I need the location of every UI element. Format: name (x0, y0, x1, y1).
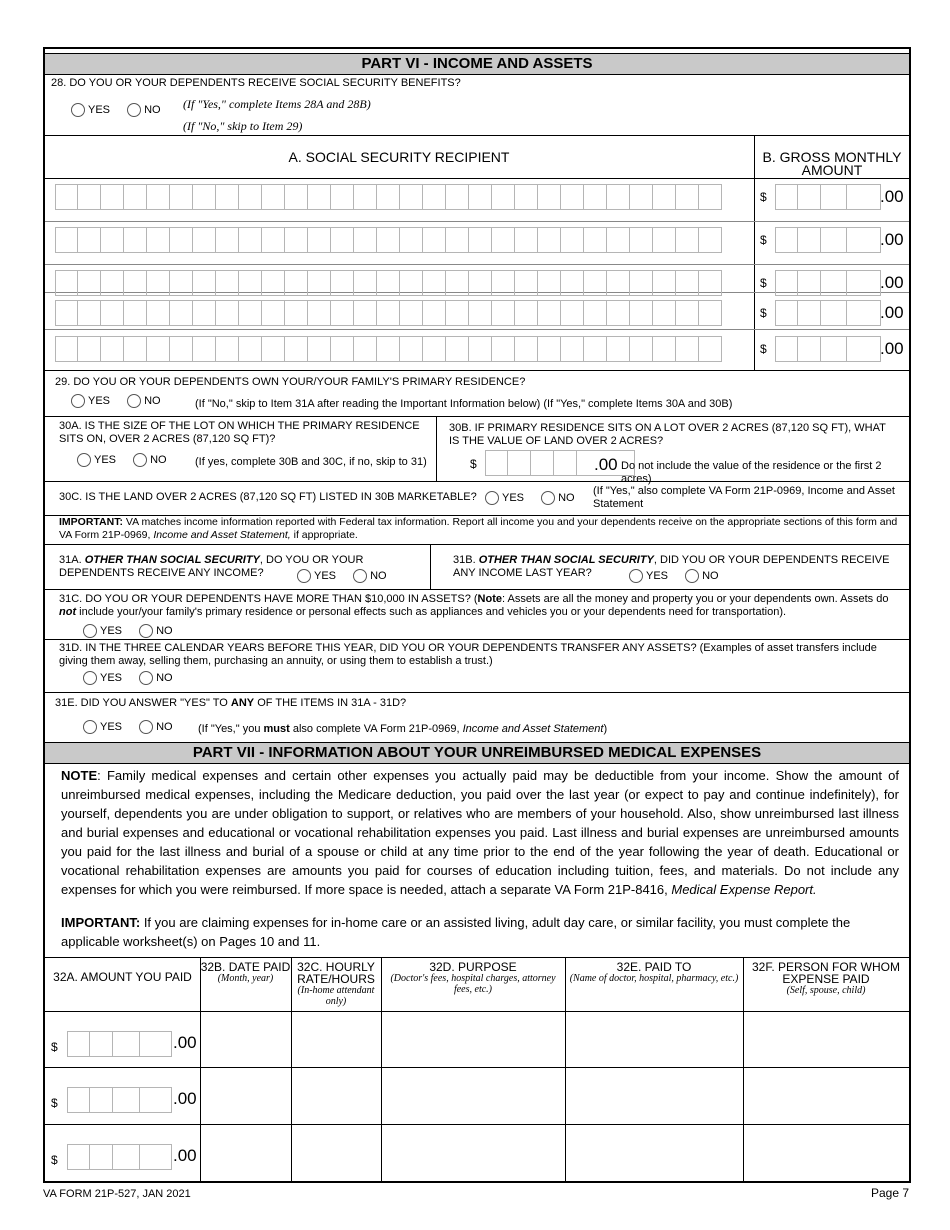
radio-icon[interactable] (83, 624, 97, 638)
q30c-no[interactable]: NO (541, 491, 575, 505)
q30b-note: Do not include the value of the residence or the first 2 acres) (621, 460, 882, 485)
ss-cents: .00 (880, 339, 904, 358)
expense-cents: .00 (173, 1089, 197, 1108)
col-subtitle: (In-home attendant only) (297, 985, 375, 1007)
ss-gross-monthly-amount-input[interactable] (775, 270, 881, 296)
expense-field-32d[interactable] (383, 1013, 563, 1063)
q28-no[interactable]: NO (127, 103, 161, 117)
q31c-yes[interactable]: YES (83, 624, 122, 638)
q29-options (71, 394, 175, 411)
col-32b-header (200, 961, 291, 984)
radio-icon[interactable] (127, 394, 141, 408)
expense-amount-input[interactable] (67, 1087, 172, 1113)
ss-dollar-sign: $ (760, 190, 767, 204)
radio-icon[interactable] (685, 569, 699, 583)
radio-icon[interactable] (139, 720, 153, 734)
expense-amount-input[interactable] (67, 1031, 172, 1057)
col-32d-header (381, 961, 565, 995)
ss-dollar-sign: $ (760, 276, 767, 290)
radio-icon[interactable] (139, 671, 153, 685)
ss-cents: .00 (880, 230, 904, 249)
q30b-dollar: $ (470, 457, 477, 471)
q31b-options (629, 569, 733, 586)
radio-icon[interactable] (541, 491, 555, 505)
q29-no[interactable]: NO (127, 394, 161, 408)
q31a-question: 31A. OTHER THAN SOCIAL SECURITY, DO YOU OR YOUR DEPENDENTS RECEIVE ANY INCOME? (59, 554, 364, 579)
expense-field-32e[interactable] (567, 1126, 741, 1176)
radio-icon[interactable] (77, 453, 91, 467)
expense-cents: .00 (173, 1146, 197, 1165)
expense-field-32c[interactable] (293, 1013, 379, 1063)
ss-gross-monthly-amount-input[interactable] (775, 184, 881, 210)
q31e-no[interactable]: NO (139, 720, 173, 734)
ss-cents: .00 (880, 303, 904, 322)
q31b-yes[interactable]: YES (629, 569, 668, 583)
expense-cents: .00 (173, 1033, 197, 1052)
ss-cents: .00 (880, 273, 904, 292)
q29-hint: (If "No," skip to Item 31A after reading the Important Information below) (If "Yes," complete Items 30A and 30B) (195, 398, 733, 410)
q31d-yes[interactable]: YES (83, 671, 122, 685)
radio-icon[interactable] (83, 720, 97, 734)
radio-icon[interactable] (485, 491, 499, 505)
q28-yes[interactable]: YES (71, 103, 110, 117)
radio-icon[interactable] (353, 569, 367, 583)
q31a-yes[interactable]: YES (297, 569, 336, 583)
expense-amount-input[interactable] (67, 1144, 172, 1170)
radio-icon[interactable] (71, 394, 85, 408)
q31e-yes[interactable]: YES (83, 720, 122, 734)
ss-dollar-sign: $ (760, 233, 767, 247)
q31d-question: 31D. IN THE THREE CALENDAR YEARS BEFORE THIS YEAR, DID YOU OR YOUR DEPENDENTS TRANSFER ANY ASSETS? (Examples of asset transfers include giving them away, selling them, purchasing an annuity, or using them to establish a trust.) (59, 642, 877, 667)
ss-cents: .00 (880, 187, 904, 206)
radio-icon[interactable] (127, 103, 141, 117)
radio-icon[interactable] (83, 671, 97, 685)
expense-field-32f[interactable] (745, 1069, 907, 1119)
col-32f-header (743, 961, 909, 996)
q29-yes[interactable]: YES (71, 394, 110, 408)
expense-field-32e[interactable] (567, 1069, 741, 1119)
q30a-hint: (If yes, complete 30B and 30C, if no, skip to 31) (195, 456, 427, 468)
footer-form-number: VA FORM 21P-527, JAN 2021 (43, 1188, 191, 1200)
ss-gross-monthly-amount-input[interactable] (775, 336, 881, 362)
col-32c-header (291, 961, 381, 1007)
footer-page-number: Page 7 (871, 1186, 910, 1200)
expense-field-32b[interactable] (202, 1126, 289, 1176)
important-note: IMPORTANT: VA matches income information reported with Federal tax information. Report all income you and your dependents receive on the appropriate sections of this form and VA Form 21P-0969, Income and Asset Statement, if appropriate. (59, 516, 898, 541)
expense-dollar-sign: $ (51, 1153, 58, 1167)
q30a-no[interactable]: NO (133, 453, 167, 467)
ss-recipient-name-input[interactable] (55, 227, 722, 253)
q30a-options (77, 453, 181, 470)
q31b-question: 31B. OTHER THAN SOCIAL SECURITY, DID YOU OR YOUR DEPENDENTS RECEIVE ANY INCOME LAST YEAR? (453, 554, 890, 579)
ss-dollar-sign: $ (760, 306, 767, 320)
radio-icon[interactable] (133, 453, 147, 467)
ss-recipient-name-input[interactable] (55, 184, 722, 210)
ss-gross-monthly-amount-input[interactable] (775, 227, 881, 253)
q31c-no[interactable]: NO (139, 624, 173, 638)
ss-dollar-sign: $ (760, 342, 767, 356)
part7-note: NOTE: Family medical expenses and certain other expenses you actually paid may be deductible from your income. Show the amount of unreimbursed medical expenses, including the Medicare deduction, you paid over the last year (or expect to pay and continue indefinitely), for yourself, dependents you are under obligation to support, or relatives who are members of your household. Also, show unreimbursed last illness and burial expenses and educational or vocational rehabilitation expenses you paid. Last illness and burial expenses are unreimbursed amounts you paid for the last illness and burial of a spouse or child at any time prior to the end of the year following the year of death. Educational or vocational rehabilitation expenses are amounts you paid for courses of education including tuition, fees, and materials. Do not include any expenses for which you were reimbursed. If more space is needed, attach a separate VA Form 21P-8416, Medical Expense Report. IMPORTANT: If you are claiming expenses for in-home care or an assisted living, adult day care, or similar facility, you must complete the applicable worksheet(s) on Pages 10 and 11. (61, 768, 899, 949)
ss-gross-monthly-amount-input[interactable] (775, 300, 881, 326)
q30a-yes[interactable]: YES (77, 453, 116, 467)
form-page (43, 47, 911, 1183)
expense-field-32c[interactable] (293, 1126, 379, 1176)
expense-field-32f[interactable] (745, 1013, 907, 1063)
radio-icon[interactable] (139, 624, 153, 638)
col-title: 32D. PURPOSE (429, 960, 517, 974)
q28-hint1: (If "Yes," complete Items 28A and 28B) (183, 97, 371, 111)
col-title: 32E. PAID TO (616, 960, 692, 974)
q29-question: 29. DO YOU OR YOUR DEPENDENTS OWN YOUR/YOUR FAMILY'S PRIMARY RESIDENCE? (55, 376, 526, 388)
col-title: 32F. PERSON FOR WHOM EXPENSE PAID (751, 960, 900, 986)
q31d-no[interactable]: NO (139, 671, 173, 685)
expense-field-32e[interactable] (567, 1013, 741, 1063)
expense-field-32d[interactable] (383, 1126, 563, 1176)
col-title: 32C. HOURLY RATE/HOURS (297, 960, 375, 986)
expense-field-32b[interactable] (202, 1069, 289, 1119)
q31a-options (297, 569, 401, 586)
q30c-hint: (If "Yes," also complete VA Form 21P-0969, Income and Asset Statement (593, 485, 895, 510)
expense-field-32b[interactable] (202, 1013, 289, 1063)
expense-field-32d[interactable] (383, 1069, 563, 1119)
q31e-question: 31E. DID YOU ANSWER "YES" TO ANY OF THE ITEMS IN 31A - 31D? (55, 697, 407, 709)
q28-hint2: (If "No," skip to Item 29) (183, 119, 303, 133)
part6-header: PART VI - INCOME AND ASSETS (45, 53, 909, 75)
col-subtitle: (Name of doctor, hospital, pharmacy, etc.) (569, 973, 739, 984)
q30c-options (485, 491, 589, 508)
q30b-question: 30B. IF PRIMARY RESIDENCE SITS ON A LOT OVER 2 ACRES (87,120 SQ FT), WHAT IS THE VALUE OF LAND OVER 2 ACRES? (449, 422, 886, 447)
expense-field-32f[interactable] (745, 1126, 907, 1176)
q31a-no[interactable]: NO (353, 569, 387, 583)
col-a-header: A. SOCIAL SECURITY RECIPIENT (288, 149, 510, 165)
q30c-question: 30C. IS THE LAND OVER 2 ACRES (87,120 SQ FT) LISTED IN 30B MARKETABLE? (59, 491, 477, 503)
col-subtitle: (Month, year) (217, 973, 274, 984)
q28-question: 28. DO YOU OR YOUR DEPENDENTS RECEIVE SOCIAL SECURITY BENEFITS? (51, 77, 461, 89)
q31d-options (83, 671, 187, 688)
expense-dollar-sign: $ (51, 1040, 58, 1054)
q31c-question: 31C. DO YOU OR YOUR DEPENDENTS HAVE MORE THAN $10,000 IN ASSETS? (Note: Assets are all the money and property you or your dependents own. Assets do not include your/your family's primary residence or personal effects such as appliances and vehicles you or your dependents need for transportation). (59, 593, 889, 618)
q31e-options (83, 720, 187, 737)
col-subtitle: (Self, spouse, child) (786, 985, 866, 996)
radio-icon[interactable] (297, 569, 311, 583)
q31b-no[interactable]: NO (685, 569, 719, 583)
col-32e-header (565, 961, 743, 984)
expense-dollar-sign: $ (51, 1096, 58, 1110)
col-subtitle: (Doctor's fees, hospital charges, attorney fees, etc.) (390, 973, 556, 995)
q31e-hint: (If "Yes," you must also complete VA Form 21P-0969, Income and Asset Statement) (198, 723, 608, 735)
col-32a-header (45, 971, 200, 983)
part7-header: PART VII - INFORMATION ABOUT YOUR UNREIMBURSED MEDICAL EXPENSES (45, 742, 909, 764)
ss-recipient-name-input[interactable] (55, 270, 722, 296)
col-title: 32B. DATE PAID (200, 960, 291, 974)
q30a-question: 30A. IS THE SIZE OF THE LOT ON WHICH THE PRIMARY RESIDENCE SITS ON, OVER 2 ACRES (87,120 SQ FT)? (59, 420, 420, 445)
expense-field-32c[interactable] (293, 1069, 379, 1119)
col-b-header: B. GROSS MONTHLY AMOUNT (762, 149, 902, 178)
radio-icon[interactable] (629, 569, 643, 583)
q30c-yes[interactable]: YES (485, 491, 524, 505)
q28-options (71, 103, 175, 120)
col-title: 32A. AMOUNT YOU PAID (53, 970, 192, 984)
ss-recipient-name-input[interactable] (55, 300, 722, 326)
radio-icon[interactable] (71, 103, 85, 117)
q30b-cents: .00 (594, 455, 618, 474)
ss-recipient-name-input[interactable] (55, 336, 722, 362)
